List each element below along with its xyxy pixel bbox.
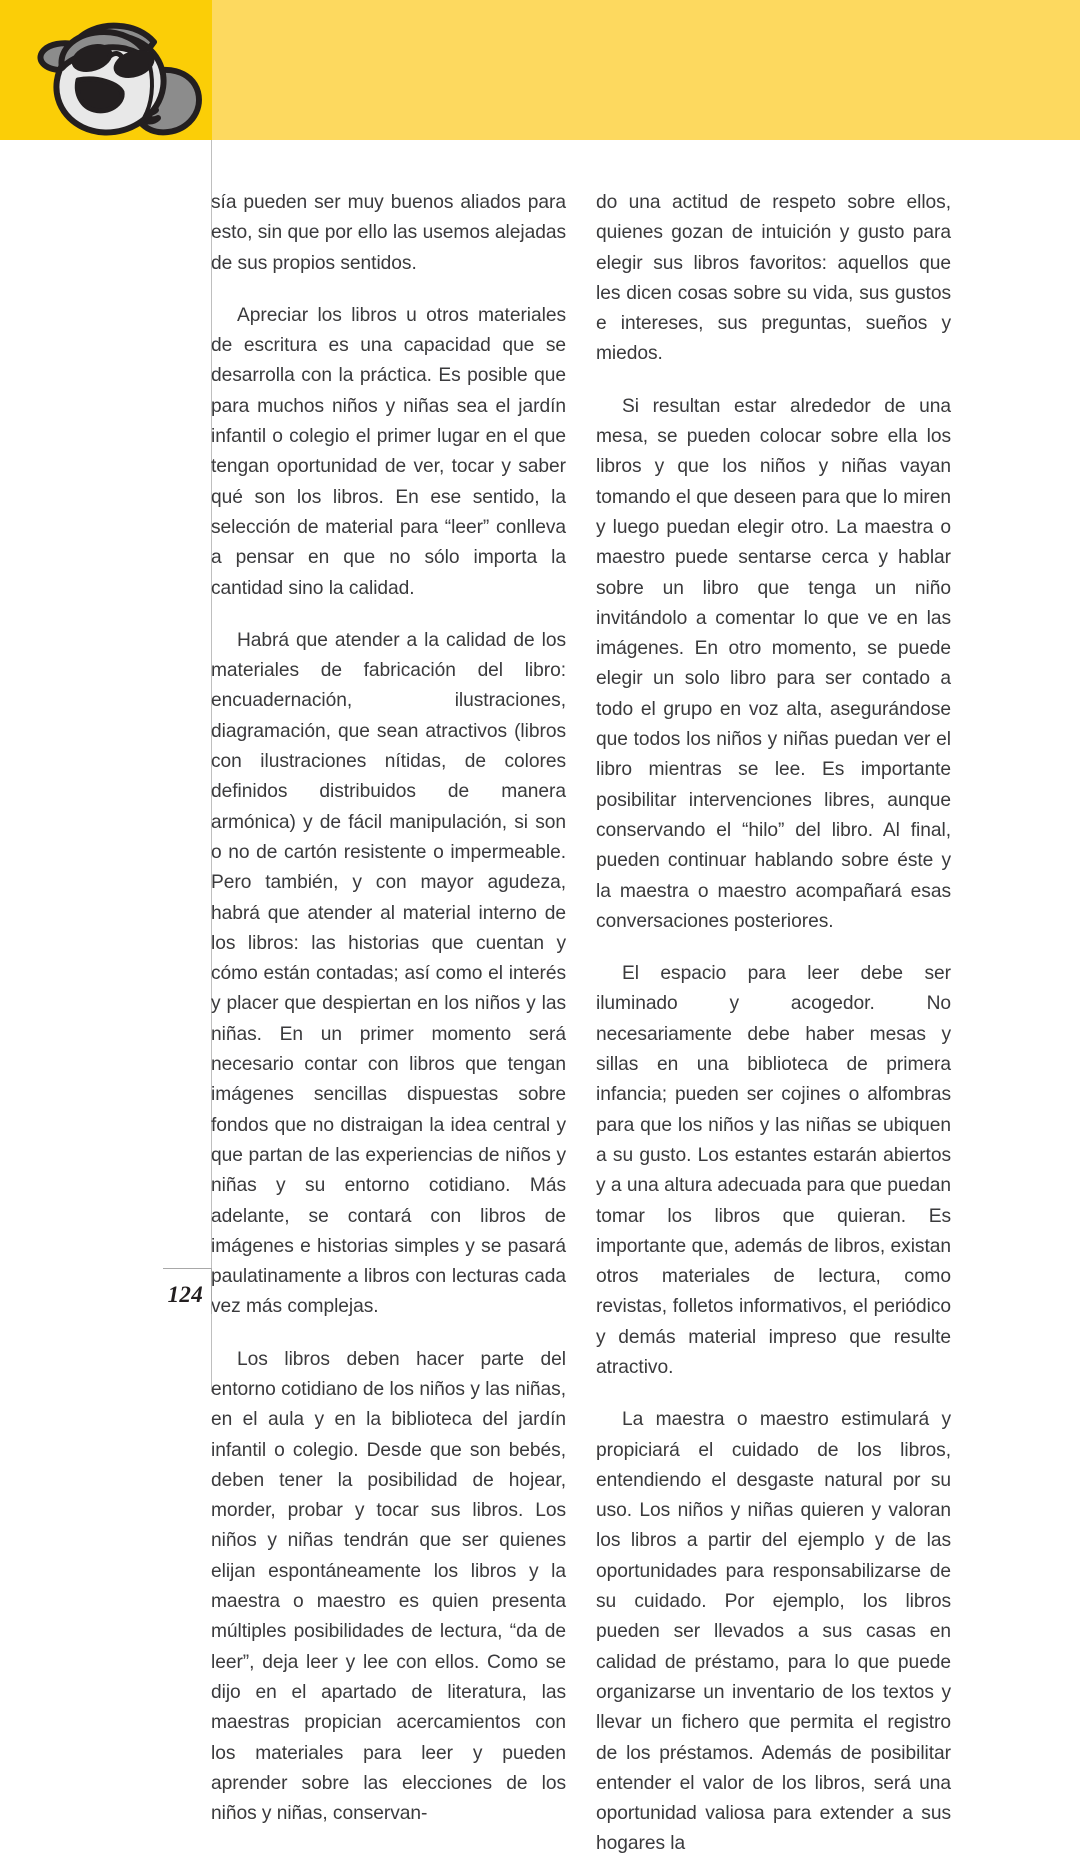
paragraph: El espacio para leer debe ser iluminado y acogedor. No necesariamente debe haber mesas y sillas en una biblioteca de primera infancia; pueden ser cojines o alfombras para que los niños y las niñas se ubiquen a su gusto. Los estantes estarán abiertos y a una altura adecuada para que puedan tomar los libros que quieran. Es importante que, además de libros, existan otros materiales de lectura, como revistas, folletos informativos, el periódico y demás material impreso que resulte atractivo. (596, 963, 951, 1378)
paragraph: La maestra o maestro estimulará y propiciará el cuidado de los libros, entendiendo el desgaste natural por su uso. Los niños y niñas quieren y valoran los libros a partir del ejemplo y de las oportunidades para responsabilizarse de su cuidado. Por ejemplo, los libros pueden ser llevados a sus casas en calidad de préstamo, para lo que puede organizarse un inventario de los textos y llevar un fichero que permita el registro de los préstamos. Además de posibilitar entender el valor de los libros, será una oportunidad valiosa para extender a sus hogares la (596, 1409, 951, 1855)
paragraph: Apreciar los libros u otros materiales de escritura es una capacidad que se desarrolla con la práctica. Es posible que para muchos niños y niñas sea el jardín infantil o colegio el primer lugar en el que tengan oportunidad de ver, tocar y saber qué son los libros. En ese sentido, la selección de material para “leer” conlleva a pensar en que no sólo importa la cantidad sino la calidad. (211, 304, 566, 599)
paragraph: Habrá que atender a la calidad de los materiales de fabricación del libro: encuadernación, ilustraciones, diagramación, que sean atractivos (libros con ilustraciones nítidas, de colores definidos distribuidos de manera armónica) y de fácil manipulación, si son o no de cartón resistente o impermeable. Pero también, y con mayor agudeza, habrá que atender al material interno de los libros: las historias que cuentan y cómo están contadas; así como el interés y placer que despiertan en los niños y las niñas. En un primer momento será necesario contar con libros que tengan imágenes sencillas dispuestas sobre fondos que no distraigan la idea central y que partan de las experiencias de niños y niñas y su entorno cotidiano. Más adelante, se contará con libros de imágenes e historias simples y se pasará paulatinamente a libros con lecturas cada vez más complejas. (211, 629, 566, 1318)
page-body (0, 140, 1080, 1855)
mascot-face-with-sunglasses-icon (22, 18, 212, 140)
paragraph: do una actitud de respeto sobre ellos, quienes gozan de intuición y gusto para elegir sus libros favoritos: aquellos que les dicen cosas sobre su vida, sus gustos e intereses, sus preguntas, sueños y miedos. (596, 192, 951, 365)
paragraph: Los libros deben hacer parte del entorno cotidiano de los niños y las niñas, en el aula y en la biblioteca del jardín infantil o colegio. Desde que son bebés, deben tener la posibilidad de hojear, morder, probar y tocar sus libros. Los niños y niñas tendrán que ser quienes elijan espontáneamente los libros y la maestra o maestro es quien presenta múltiples posibilidades de lectura, “da de leer”, deja leer y lee con ellos. Como se dijo en el apartado de literatura, las maestras propician acercamientos con los materiales para leer y pueden aprender sobre las elecciones de los niños y niñas, conservan- (211, 1348, 566, 1825)
paragraph: Si resultan estar alrededor de una mesa, se pueden colocar sobre ella los libros y que los niños y niñas vayan tomando el que deseen para que lo miren y luego puedan elegir otro. La maestra o maestro puede sentarse cerca y hablar sobre un libro que tenga un niño invitándolo a comentar lo que ve en las imágenes. En otro momento, se puede elegir un solo libro para ser contado a todo el grupo en voz alta, asegurándose que todos los niños y niñas puedan ver el libro mientras se lee. Es importante posibilitar intervenciones libres, aunque conservando el “hilo” del libro. Al final, pueden continuar hablando sobre éste y la maestra o maestro acompañará esas conversaciones posteriores. (596, 395, 951, 932)
folio-rule (163, 1268, 212, 1314)
paragraph: sía pueden ser muy buenos aliados para esto, sin que por ello las usemos alejadas de sus propios sentidos. (211, 192, 566, 274)
right-text-column (596, 188, 951, 1860)
page-number: 124 (167, 1282, 203, 1307)
page-header-band (0, 0, 1080, 140)
two-column-text-area (211, 188, 951, 1860)
left-text-column (211, 188, 566, 1860)
